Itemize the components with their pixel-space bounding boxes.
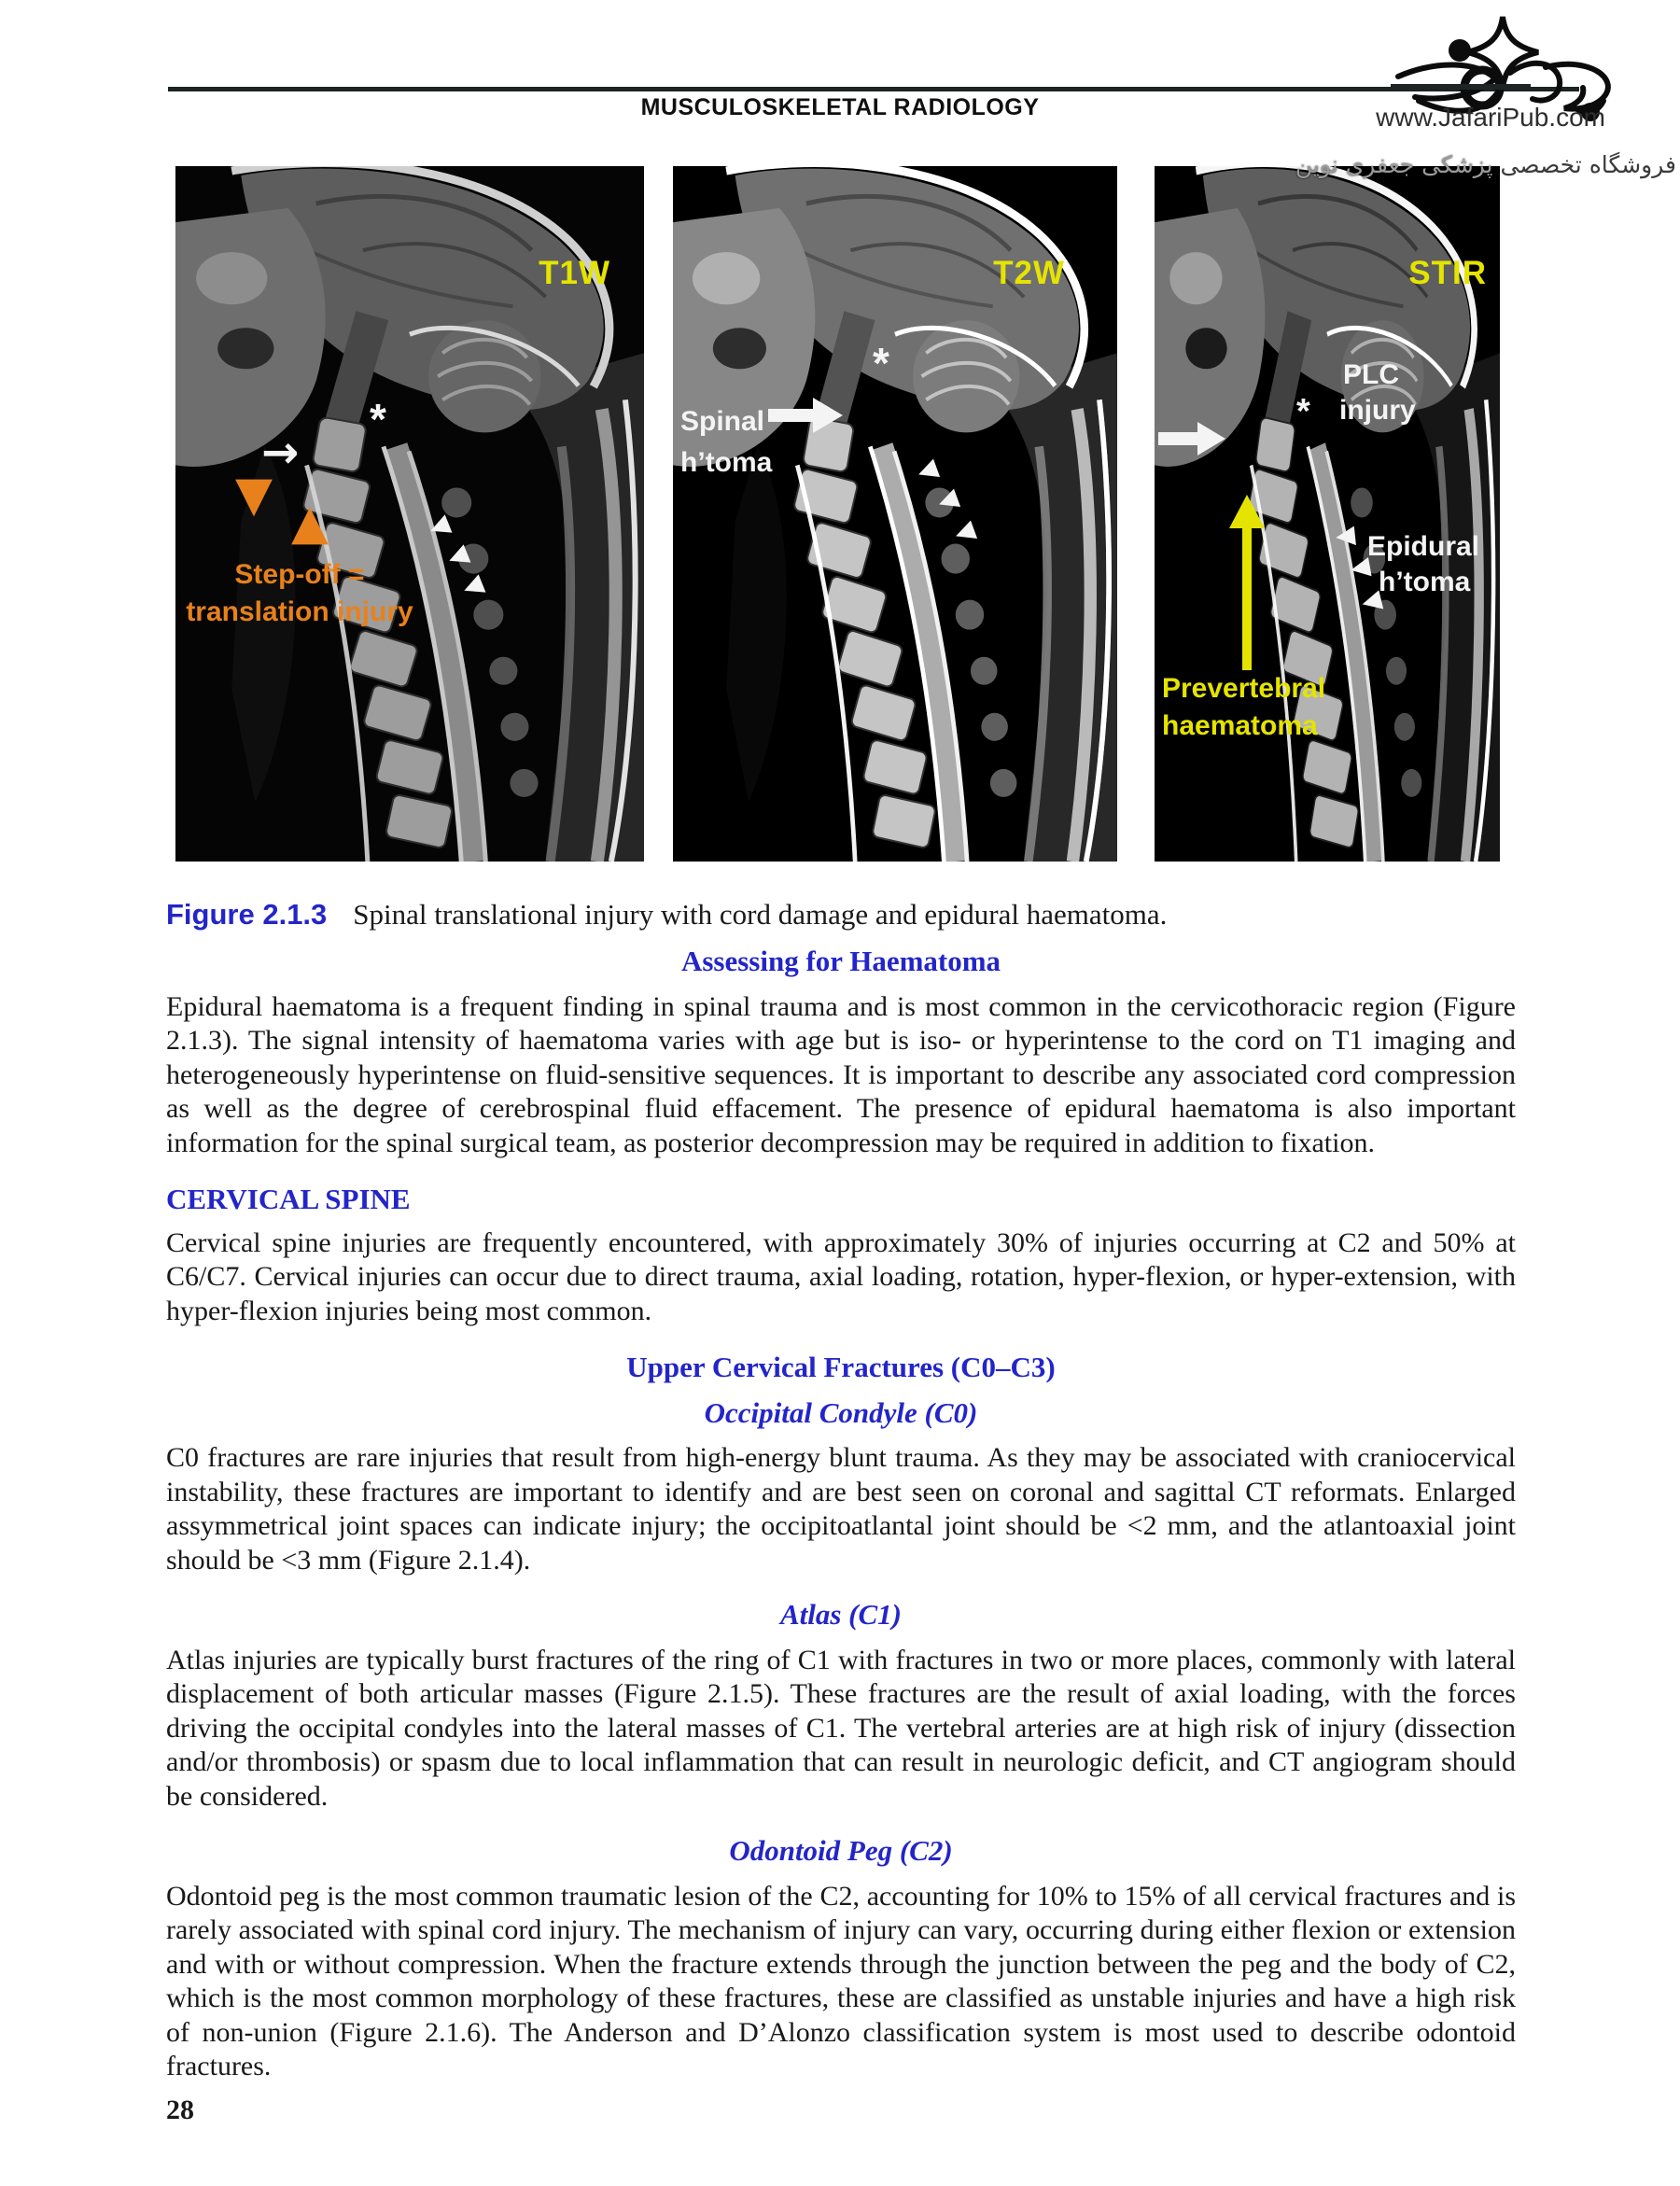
plc-injury-line2: injury: [1339, 395, 1416, 426]
paragraph-cervical-spine: Cervical spine injuries are frequently encountered, with approximately 30% of injuries occurring at C2 and 50% at C6/C7. Cervical injuries can occur due to direct trauma, axial loading, rotation, hyper-flexion, or hyper-extension, with hyper-flexion injuries being most common.: [166, 1226, 1516, 1326]
sequence-label-t1w: T1W: [539, 255, 610, 291]
sequence-label-t2w: T2W: [993, 255, 1065, 291]
sequence-label-stir: STIR: [1408, 255, 1487, 291]
step-off-annotation: [175, 556, 435, 631]
orange-arrowhead-up-icon: ▲: [291, 495, 329, 551]
white-arrowhead-icon: ◀: [1358, 583, 1385, 618]
figure-caption-text: Spinal translational injury with cord damage and epidural haematoma.: [353, 898, 1168, 931]
asterisk-marker: *: [370, 395, 386, 443]
white-arrowhead-icon: ◀: [1348, 551, 1373, 583]
white-arrow-icon: →: [261, 427, 300, 479]
white-arrowhead-icon: ◀: [424, 509, 454, 543]
prevertebral-annotation: [1162, 670, 1325, 745]
yellow-arrow-icon: [1225, 495, 1268, 670]
asterisk-marker: *: [873, 339, 889, 387]
header-rule: [168, 87, 1579, 91]
asterisk-marker: *: [1296, 392, 1310, 431]
white-arrowhead-icon: ◀: [950, 514, 979, 549]
orange-arrowhead-down-icon: ▼: [235, 467, 273, 523]
white-arrowhead-icon: ◀: [913, 453, 942, 487]
spinal-htoma-line1: Spinal: [680, 406, 765, 437]
heading-odontoid-peg-c2: Odontoid Peg (C2): [729, 1834, 953, 1867]
figure-caption: [166, 896, 1516, 933]
prevertebral-line2: haematoma: [1162, 710, 1318, 741]
white-block-arrow-icon: [768, 396, 845, 435]
spinal-htoma-annotation: [680, 401, 772, 483]
white-arrowhead-icon: ◀: [933, 483, 962, 517]
mri-panel-stir: [1155, 166, 1500, 862]
white-arrowhead-icon: ◀: [1334, 519, 1357, 552]
heading-upper-cervical-fractures: Upper Cervical Fractures (C0–C3): [626, 1351, 1056, 1383]
epidural-line2: h’toma: [1379, 567, 1471, 597]
plc-injury-line1: PLC: [1343, 359, 1399, 390]
running-head: MUSCULOSKELETAL RADIOLOGY: [640, 94, 1040, 120]
paragraph-occipital-condyle: C0 fractures are rare injuries that result from high-energy blunt trauma. As they may be associated with craniocervical instability, these fractures are important to identify and are best seen on coronal and sagittal CT reformats. Enlarged assymmetrical joint spaces can indicate injury; the occipitoatlantal joint should be <2 mm, and the atlantoaxial joint should be <3 mm (Figure 2.1.4).: [166, 1442, 1516, 1576]
step-off-line1: Step-off =: [234, 559, 365, 590]
paragraph-atlas-c1: Atlas injuries are typically burst fractures of the ring of C1 with fractures in two or more places, commonly with lateral displacement of both articular masses (Figure 2.1.5). These fractures are the result of axial loading, with the forces driving the occipital condyles into the lateral masses of C1. The vertebral arteries are at high risk of injury (dissection and/or thrombosis) or spasm due to local inflammation that can result in neurologic deficit, and CT angiogram should be considered.: [166, 1644, 1516, 1812]
paragraph-odontoid-peg: Odontoid peg is the most common traumatic lesion of the C2, accounting for 10% to 15% of all cervical fractures and is rarely associated with spinal cord injury. The mechanism of injury can vary, occurring during either flexion or extension and with or without compression. When the fracture extends through the junction between the peg and the body of C2, which is the most common morphology of these fractures, these are classified as unstable injuries and have a high risk of non-union (Figure 2.1.6). The Anderson and D’Alonzo classification system is most used to describe odontoid fractures.: [166, 1880, 1516, 2081]
step-off-line2: translation injury: [186, 596, 413, 627]
white-arrowhead-icon: ◀: [442, 539, 472, 573]
text-column: [166, 896, 1516, 2127]
publisher-url: www.JafariPub.com: [1376, 103, 1605, 132]
heading-atlas-c1: Atlas (C1): [779, 1598, 903, 1631]
prevertebral-line1: Prevertebral: [1162, 673, 1326, 704]
epidural-line1: Epidural: [1367, 531, 1480, 562]
store-name-secondary: پزشکی جعفری نوین: [1295, 151, 1493, 178]
heading-assessing-for-haematoma: Assessing for Haematoma: [680, 945, 1001, 977]
figure-caption-label: Figure 2.1.3: [166, 898, 328, 931]
page-number: 28: [166, 2094, 194, 2125]
white-block-arrow-icon: [1158, 420, 1227, 457]
store-name-primary: فروشگاه تخصصی: [1500, 151, 1676, 178]
store-name: [1295, 151, 1676, 178]
heading-cervical-spine: CERVICAL SPINE: [166, 1183, 411, 1215]
mri-panel-t1w: [175, 166, 644, 862]
mri-panel-t2w: [673, 166, 1117, 862]
heading-occipital-condyle: Occipital Condyle (C0): [704, 1395, 978, 1429]
white-arrowhead-icon: ◀: [457, 568, 487, 603]
paragraph-haematoma: Epidural haematoma is a frequent finding in spinal trauma and is most common in the cervicothoracic region (Figure 2.1.3). The signal intensity of haematoma varies with age but is iso- or hyperintense to the cord on T1 imaging and heterogeneously hyperintense on fluid-sensitive sequences. It is important to describe any associated cord compression as well as the degree of cerebrospinal fluid effacement. The presence of epidural haematoma is also important information for the spinal surgical team, as posterior decompression may be required in addition to fixation.: [166, 990, 1516, 1158]
spinal-htoma-line2: h’toma: [680, 447, 773, 478]
